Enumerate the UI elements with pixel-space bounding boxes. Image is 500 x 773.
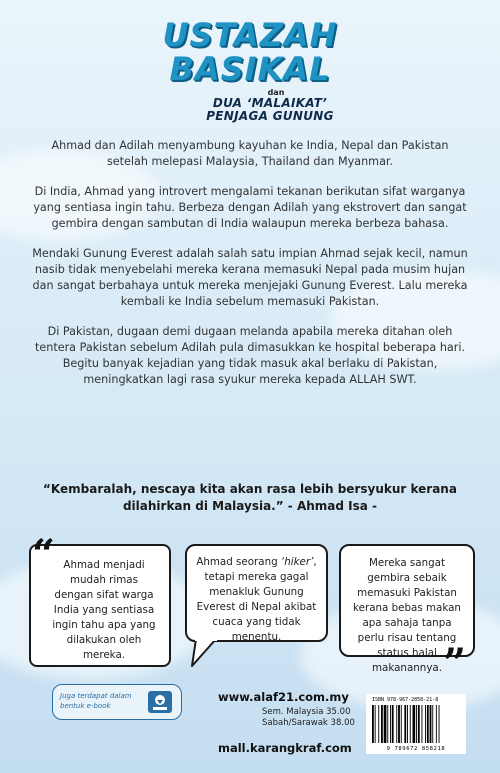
barcode-digits: 9 789672 858218 [386,746,446,752]
price-sabah-sarawak: Sabah/Sarawak 38.00 [262,718,355,728]
author-quote: “Kembaralah, nescaya kita akan rasa lebih bersyukur kerana dilahirkan di Malaysia.” - Ahmad Isa - [43,482,457,513]
barcode [366,694,466,754]
title-connector: dan [267,88,285,97]
bubble-right-text: Mereka sangat gembira sebaik memasuki Pakistan kerana bebas makan apa sahaja tanpa perlu risau tentang status halal makanannya. [353,557,461,674]
barcode-bars-icon [372,705,460,743]
bubble-middle-text-a: Ahmad seorang [196,556,281,568]
synopsis-paragraph: Mendaki Gunung Everest adalah salah satu impian Ahmad sejak kecil, namun nasib tidak menyebelahi mereka kerana memasuki Nepal pada musim hujan dan sangat berbahaya untuk mereka menjejaki Gunung Everest. Lalu mereka kembali ke India sebelum memasuki Pakistan. [32,247,468,308]
price-semenanjung: Sem. Malaysia 35.00 [262,707,351,717]
isbn-text: ISBN 978-967-2858-21-8 [372,697,439,703]
speech-bubble-middle [185,544,328,642]
open-quote-icon: “ [32,531,56,578]
bubble-tail-icon [190,638,230,670]
synopsis-paragraph: Ahmad dan Adilah menyambung kayuhan ke India, Nepal dan Pakistan setelah melepasi Malaysia, Thailand dan Myanmar. [51,139,449,168]
book-title [0,18,500,123]
online-store-link[interactable]: mall.karangkraf.com [218,741,352,755]
ebook-note: Juga terdapat dalam bentuk e-book [60,692,132,710]
ebook-icon [147,690,173,714]
subtitle-line-1: DUA ‘MALAIKAT’ [212,96,328,110]
bubble-left-text: Ahmad menjadi mudah rimas dengan sifat warga India yang sentiasa ingin tahu apa yang dilakukan oleh mereka. [52,559,156,661]
bubble-middle-text-b: , tetapi mereka gagal menakluk Gunung Everest di Nepal akibat cuaca yang tidak menentu. [196,556,317,643]
bubble-middle-hiker: ‘hiker’ [280,556,314,568]
close-quote-icon: ” [443,640,467,687]
synopsis [30,138,470,402]
synopsis-paragraph: Di India, Ahmad yang introvert mengalami tekanan berikutan sifat warganya yang sentiasa ingin tahu. Berbeza dengan Adilah yang ekstrovert dan sangat gembira dengan sambutan di India walaupun mereka berbeza bahasa. [33,185,467,230]
publisher-website[interactable]: www.alaf21.com.my [218,690,349,704]
ebook-badge [52,684,182,720]
synopsis-paragraph: Di Pakistan, dugaan demi dugaan melanda apabila mereka ditahan oleh tentera Pakistan sebelum Adilah pula dimasukkan ke hospital beberapa hari. Begitu banyak kejadian yang tidak masuk akal berlaku di Pakistan, meningkatkan lagi rasa syukur mereka kepada ALLAH SWT. [34,325,466,386]
title-line-1: USTAZAH [162,16,338,54]
title-line-2: BASIKAL [169,50,331,88]
subtitle-line-2: PENJAGA GUNUNG [206,109,334,123]
